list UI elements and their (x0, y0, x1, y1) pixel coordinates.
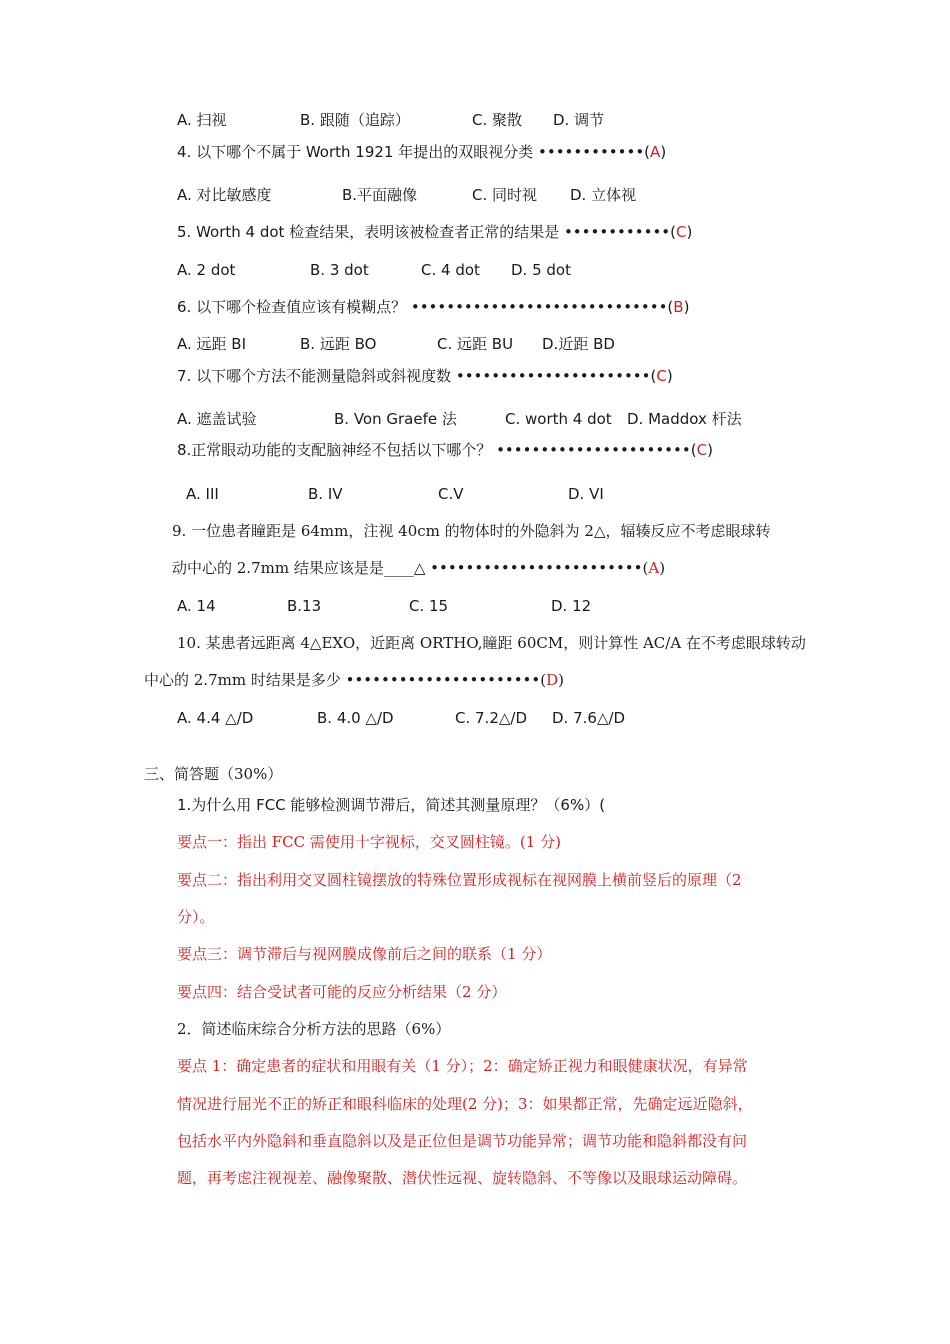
q5-option-c: C. 4 dot (421, 261, 480, 279)
q6-option-c: C. 远距 BU (437, 335, 514, 353)
q8-close: ) (707, 441, 713, 459)
q9-option-c: C. 15 (409, 597, 449, 615)
q10-option-c: C. 7.2△/D (455, 709, 528, 727)
q4-stem: 4. 以下哪个不属于 Worth 1921 年提出的双眼视分类 ••••••••••••( (177, 143, 651, 161)
q10-close: ) (558, 671, 564, 689)
q6-question (177, 297, 689, 317)
sq1-point-2-cont: 分）。 (177, 908, 215, 926)
q10-stem: 中心的 2.7mm 时结果是多少 ••••••••••••••••••••••( (144, 671, 547, 689)
q4-option-a: A. 对比敏感度 (177, 186, 272, 204)
q9-option-b: B.13 (287, 597, 322, 615)
q7-option-a: A. 遮盖试验 (177, 410, 257, 428)
q6-option-d: D.近距 BD (542, 335, 615, 353)
q3-option-c: C. 聚散 (472, 111, 523, 129)
q10-option-a: A. 4.4 △/D (177, 709, 254, 727)
q9-question-line2 (172, 558, 665, 578)
q6-option-a: A. 远距 BI (177, 335, 247, 353)
q5-question (177, 222, 692, 242)
q10-question-line2 (144, 670, 564, 690)
q4-question (177, 142, 666, 162)
q3-option-a: A. 扫视 (177, 111, 227, 129)
q8-option-d: D. VI (568, 485, 604, 503)
q7-answer: C (656, 367, 667, 385)
q4-option-d: D. 立体视 (570, 186, 637, 204)
sq1-point-3: 要点三：调节滞后与视网膜成像前后之间的联系（1 分） (177, 945, 552, 963)
q4-option-b: B.平面融像 (342, 186, 418, 204)
sq2-question: 2．简述临床综合分析方法的思路（6%） (177, 1020, 451, 1038)
q5-option-b: B. 3 dot (310, 261, 369, 279)
q7-stem: 7. 以下哪个方法不能测量隐斜或斜视度数 ••••••••••••••••••••••( (177, 367, 657, 385)
q6-close: ) (683, 298, 690, 316)
q4-close: ) (660, 143, 667, 161)
q5-stem: 5. Worth 4 dot 检查结果，表明该被检查者正常的结果是 ••••••••••••( (177, 223, 676, 241)
q4-option-c: C. 同时视 (472, 186, 538, 204)
q5-answer: C (676, 223, 687, 241)
sq2-answer-line-2: 情况进行屈光不正的矫正和眼科临床的处理(2 分)；3：如果都正常，先确定远近隐斜， (177, 1095, 753, 1113)
q7-option-d: D. Maddox 杆法 (627, 410, 742, 428)
sq2-answer-line-3: 包括水平内外隐斜和垂直隐斜以及是正位但是调节功能异常；调节功能和隐斜都没有问 (177, 1132, 748, 1150)
q9-question-line1: 9. 一位患者瞳距是 64mm，注视 40cm 的物体时的外隐斜为 2△，辐辏反应不考虑眼球转 (172, 522, 771, 540)
q7-option-c: C. worth 4 dot (505, 410, 612, 428)
q9-close: ) (659, 559, 666, 577)
q8-option-a: A. III (186, 485, 219, 503)
q7-option-b: B. Von Graefe 法 (334, 410, 457, 428)
q9-option-d: D. 12 (551, 597, 592, 615)
q6-stem: 6. 以下哪个检查值应该有模糊点？ •••••••••••••••••••••••••••••( (177, 298, 674, 316)
q3-option-d: D. 调节 (553, 111, 605, 129)
sq1-point-1: 要点一：指出 FCC 需使用十字视标，交叉圆柱镜。(1 分) (177, 833, 561, 851)
q8-option-c: C.V (438, 485, 464, 503)
q10-question-line1: 10. 某患者远距离 4△EXO，近距离 ORTHO,瞳距 60CM，则计算性 AC/A 在不考虑眼球转动 (177, 634, 806, 652)
q8-stem: 8.正常眼动功能的支配脑神经不包括以下哪个？ ••••••••••••••••••••••( (177, 441, 697, 459)
section-3-title: 三、简答题（30%） (144, 765, 283, 783)
q7-close: ) (666, 367, 673, 385)
q8-option-b: B. IV (308, 485, 343, 503)
q8-answer: C (696, 441, 708, 459)
q9-stem: 动中心的 2.7mm 结果应该是是____△ ••••••••••••••••••••••••( (172, 559, 649, 577)
q10-option-b: B. 4.0 △/D (317, 709, 394, 727)
q6-option-b: B. 远距 BO (300, 335, 377, 353)
sq1-question: 1.为什么用 FCC 能够检测调节滞后，简述其测量原理？（6%）( (177, 796, 606, 814)
q10-option-d: D. 7.6△/D (552, 709, 626, 727)
q3-option-b: B. 跟随（追踪） (300, 111, 410, 129)
sq2-answer-line-1: 要点 1：确定患者的症状和用眼有关（1 分）；2：确定矫正视力和眼健康状况，有异常 (177, 1057, 748, 1075)
q10-answer: D (546, 671, 559, 689)
sq2-answer-line-4: 题，再考虑注视视差、融像聚散、潜伏性远视、旋转隐斜、不等像以及眼球运动障碍。 (177, 1169, 748, 1187)
q6-answer: B (673, 298, 684, 316)
q5-option-d: D. 5 dot (511, 261, 571, 279)
q5-close: ) (686, 223, 693, 241)
sq1-point-2: 要点二：指出利用交叉圆柱镜摆放的特殊位置形成视标在视网膜上横前竖后的原理（2 (177, 871, 742, 889)
q9-answer: A (648, 559, 660, 577)
sq1-point-4: 要点四：结合受试者可能的反应分析结果（2 分） (177, 983, 507, 1001)
q9-option-a: A. 14 (177, 597, 216, 615)
q8-question (177, 440, 713, 460)
q5-option-a: A. 2 dot (177, 261, 236, 279)
q4-answer: A (650, 143, 661, 161)
q7-question (177, 366, 673, 386)
